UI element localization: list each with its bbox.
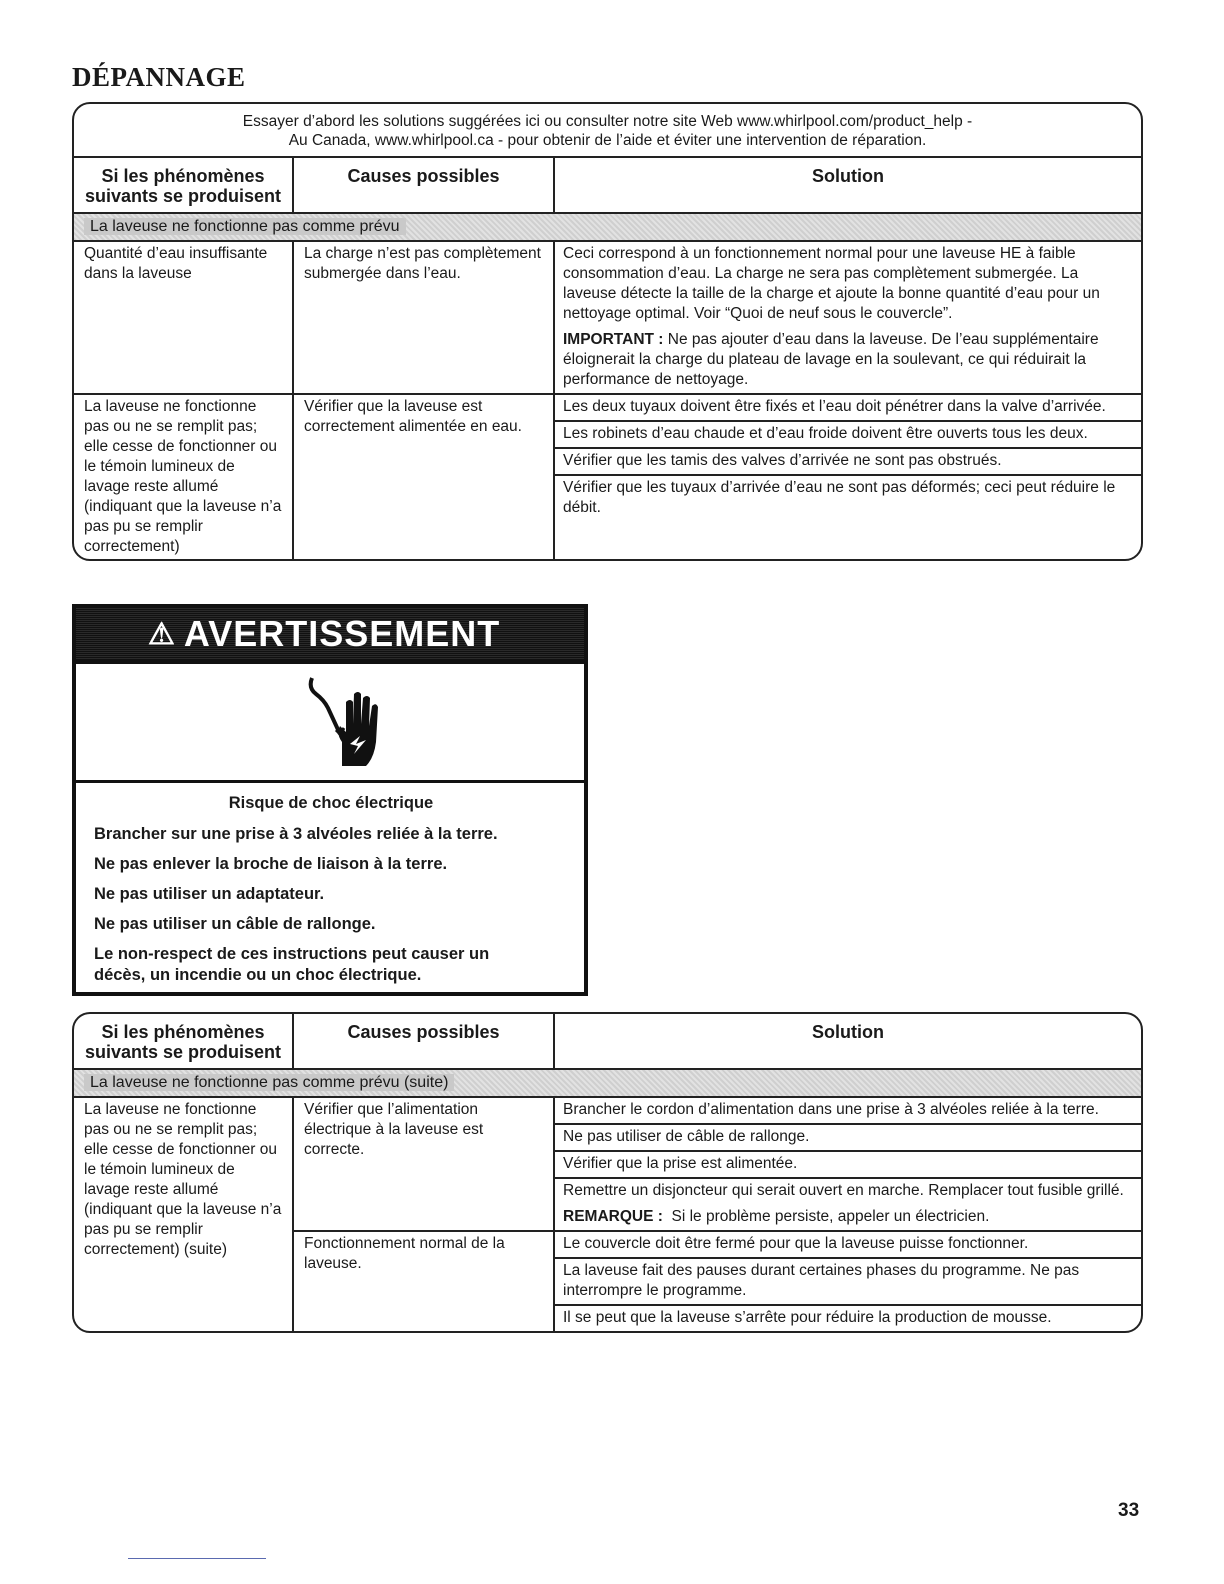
phenomenon-cell: La laveuse ne fonctionne pas ou ne se remplit pas; elle cesse de fonctionner ou le témoin lumineux de lavage reste allumé (indiquant que la laveuse n’a pas pu se remplir correctement) (suite) (74, 1097, 293, 1331)
header-solution: Solution (554, 1014, 1141, 1069)
page-number: 33 (1118, 1500, 1140, 1521)
intro-line-1: Essayer d’abord les solutions suggérées ici ou consulter notre site Web www.whirlpool.com/product_help - (242, 113, 973, 130)
header-phenomena: Si les phénomènes suivants se produisent (74, 158, 293, 213)
solution-cell (554, 1097, 1141, 1231)
section-title: La laveuse ne fonctionne pas comme prévu (84, 218, 406, 235)
warning-triangle-icon: ⚠ (148, 617, 176, 651)
warning-line: Le non-respect de ces instructions peut causer un décès, un incendie ou un choc électrique. (94, 945, 490, 984)
warning-line: Ne pas utiliser un câble de rallonge. (94, 915, 376, 933)
warning-text (76, 783, 584, 986)
warning-heading: AVERTISSEMENT (183, 613, 501, 654)
header-causes: Causes possibles (293, 158, 554, 213)
warning-box (72, 604, 588, 996)
table-row (74, 241, 1141, 394)
warning-icon-area (76, 664, 584, 783)
solution-item (555, 242, 1141, 393)
intro-line-2: Au Canada, www.whirlpool.ca - pour obtenir de l’aide et éviter une intervention de réparation. (288, 132, 927, 149)
warning-header (76, 608, 584, 664)
important-label: IMPORTANT : (563, 331, 664, 348)
solution-text: Ceci correspond à un fonctionnement normal pour une laveuse HE à faible consommation d’eau. La charge ne sera pas complètement submergée. La laveuse détecte la taille de la charge et ajoute la bonne quantité d’eau pour un nettoyage optimal. Voir “Quoi de neuf sous le couvercle”. (563, 245, 1100, 322)
solution-item: La laveuse fait des pauses durant certaines phases du programme. Ne pas interrompre le programme. (555, 1259, 1141, 1306)
warning-line: Ne pas enlever la broche de liaison à la terre. (94, 855, 448, 873)
warning-line: Ne pas utiliser un adaptateur. (94, 885, 325, 903)
solution-text: Remettre un disjoncteur qui serait ouvert en marche. Remplacer tout fusible grillé. (563, 1182, 1124, 1199)
solution-item: Ne pas utiliser de câble de rallonge. (555, 1125, 1141, 1152)
section-row (74, 1069, 1141, 1097)
page-title: DÉPANNAGE (72, 62, 246, 92)
important-note (563, 330, 1133, 390)
solution-item: Vérifier que les tamis des valves d’arrivée ne sont pas obstrués. (555, 449, 1141, 476)
cause-cell: La charge n’est pas complètement submergée dans l’eau. (293, 241, 554, 394)
solution-item: Il se peut que la laveuse s’arrête pour réduire la production de mousse. (563, 1309, 1052, 1326)
solution-cell (554, 394, 1141, 559)
troubleshooting-table-2 (72, 1012, 1143, 1333)
warning-risk: Risque de choc électrique (228, 794, 434, 812)
intro-text (74, 104, 1141, 158)
header-causes: Causes possibles (293, 1014, 554, 1069)
solution-item (555, 1179, 1141, 1230)
section-row (74, 213, 1141, 241)
warning-line: Brancher sur une prise à 3 alvéoles reliée à la terre. (94, 825, 498, 843)
phenomenon-cell: Quantité d’eau insuffisante dans la laveuse (74, 241, 293, 394)
cause-cell: Fonctionnement normal de la laveuse. (293, 1231, 554, 1331)
cause-cell: Vérifier que la laveuse est correctement alimentée en eau. (293, 394, 554, 559)
header-solution: Solution (554, 158, 1141, 213)
footer-divider (128, 1558, 266, 1559)
solution-item: Brancher le cordon d’alimentation dans une prise à 3 alvéoles reliée à la terre. (555, 1098, 1141, 1125)
cause-cell: Vérifier que l’alimentation électrique à la laveuse est correcte. (293, 1097, 554, 1231)
solution-item: Vérifier que la prise est alimentée. (555, 1152, 1141, 1179)
solution-item: Les robinets d’eau chaude et d’eau froide doivent être ouverts tous les deux. (555, 422, 1141, 449)
important-text: Ne pas ajouter d’eau dans la laveuse. De l’eau supplémentaire éloignerait la charge du plateau de lavage en la soulevant, ce qui réduirait la performance de nettoyage. (563, 331, 1099, 388)
remark-label: REMARQUE : (563, 1208, 663, 1225)
solution-item: Vérifier que les tuyaux d’arrivée d’eau ne sont pas déformés; ceci peut réduire le débit. (563, 479, 1116, 516)
table-row (74, 1097, 1141, 1231)
solution-cell (554, 241, 1141, 394)
section-title: La laveuse ne fonctionne pas comme prévu (suite) (84, 1074, 454, 1091)
remark-note (563, 1207, 1133, 1227)
solution-item: Les deux tuyaux doivent être fixés et l’eau doit pénétrer dans la valve d’arrivée. (555, 395, 1141, 422)
remark-text: Si le problème persiste, appeler un électricien. (662, 1208, 990, 1225)
electric-shock-hand-icon (306, 672, 386, 772)
table-row (74, 394, 1141, 559)
header-phenomena: Si les phénomènes suivants se produisent (74, 1014, 293, 1069)
phenomenon-cell: La laveuse ne fonctionne pas ou ne se remplit pas; elle cesse de fonctionner ou le témoin lumineux de lavage reste allumé (indiquant que la laveuse n’a pas pu se remplir correctement) (74, 394, 293, 559)
solution-cell (554, 1231, 1141, 1331)
troubleshooting-table-1 (72, 102, 1143, 561)
header-row (74, 158, 1141, 213)
solution-item: Le couvercle doit être fermé pour que la laveuse puisse fonctionner. (555, 1232, 1141, 1259)
header-row (74, 1014, 1141, 1069)
